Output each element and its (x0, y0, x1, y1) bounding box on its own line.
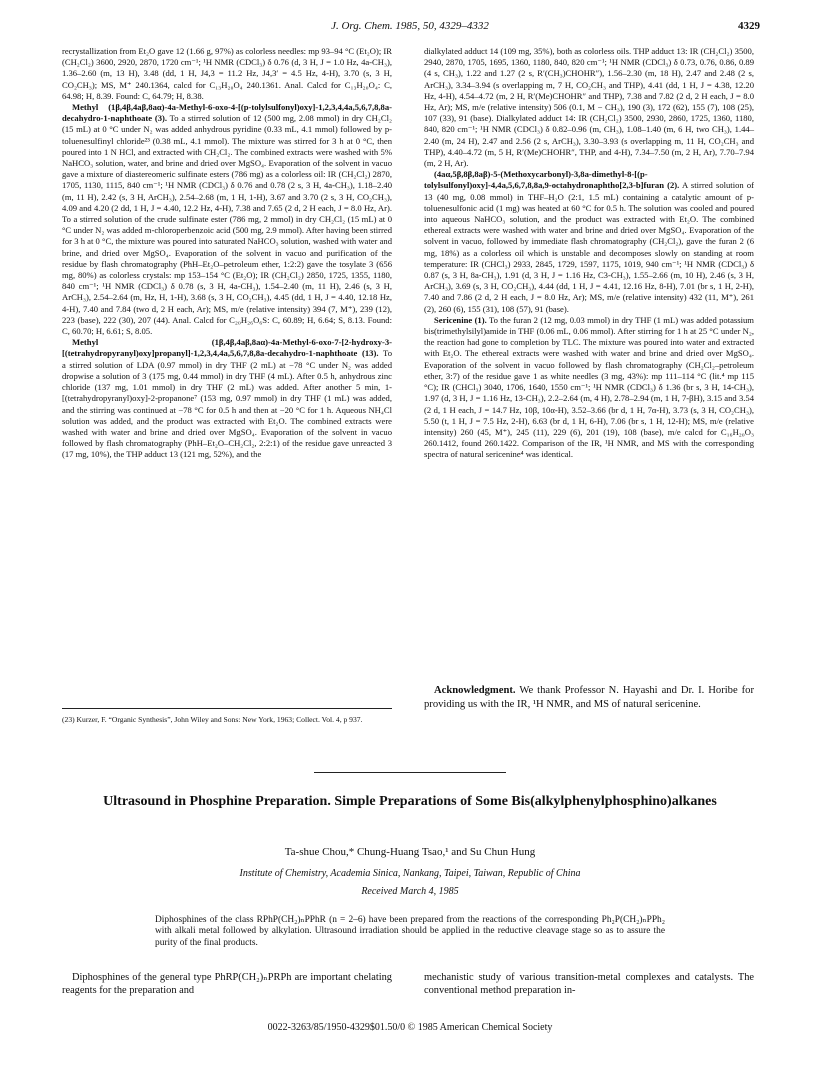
section-heading: Methyl (1β,4β,4aβ,8aα)-4a-Methyl-6-oxo-7-[2-hydroxy-3-[(tetrahydropyranyl)oxy]propanyl]-1,2,3,4,4a,5,6,7,8,8a-decahydro-1-naphthoate (13). (62, 337, 392, 359)
acknowledgment-body: We thank Professor N. Hayashi and Dr. I. Horibe for providing us with the IR, ¹H NMR, and MS of natural sericenine. (424, 685, 754, 710)
copyright-line: 0022-3263/85/1950-4329$01.50/0 © 1985 American Chemical Society (267, 1022, 553, 1033)
section-body: To the furan 2 (12 mg, 0.03 mmol) in dry THF (1 mL) was added potassium bis(trimethylsilyl)amide in THF (0.06 mL, 0.06 mmol). After stirring for 1 h at 25 °C under N₂, the reaction had gone to completion by TLC. The mixture was poured into water and extracted with Et₂O. The ethereal extracts were washed with water and brine and dried over MgSO₄. Evaporation of the solvent in vacuo followed by flash chromatography (CH₂Cl₂–petroleum ether, 3:7) of the residue gave 1 as white needles (3 mg, 43%): mp 111–114 °C (lit.⁴ mp 115 °C); IR (CHCl₃) 3040, 1706, 1640, 1550 cm⁻¹; ¹H NMR (CDCl₃) δ 1.36 (br s, 3 H, 14-CH₃), 1.97 (d, 3 H, J = 1.16 Hz, 13-CH₃), 2.2–2.64 (m, 4 H), 2.78–2.94 (m, 1 H, 7-βH), 3.15 and 3.54 (2 d, 1 H each, J = 14.7 Hz, 10β, 10α-H), 3.52–3.66 (br d, 1 H, 7α-H), 3.73 (s, 3 H, CO₂CH₃), 5.50 (t, 1 H, J = 7.5 Hz, 2-H), 6.63 (br d, 1 H, 6-H), 7.06 (br s, 1 H, 12-H); MS, m/e (relative intensity) 260 (45, M⁺), 245 (11), 229 (6), 201 (19), 108 (base), m/e calcd for C₁₆H₂₀O₃ 260.1412, found 260.1422. Comparison of the IR, ¹H NMR, and MS with the corresponding spectra of natural sericenine⁴ was identical. (424, 314, 754, 460)
experimental-section-furan (424, 169, 754, 315)
experimental-section-thp-adduct (62, 337, 392, 460)
article-divider (314, 772, 506, 773)
paragraph-continuation: recrystallization from Et₂O gave 12 (1.66 g, 97%) as colorless needles: mp 93–94 °C (Et₂O); IR (CH₂Cl₂) 3600, 2920, 2870, 1720 cm⁻¹; ¹H NMR (CDCl₃) δ 0.76 (d, 3 H, J = 1.0 Hz, 4a-CH₃), 1.36–2.60 (m, 13 H), 3.48 (dd, 1 H, J4,3 = 11.2 Hz, J4,3′ = 4.5 Hz, 4-H), 3.70 (s, 3 H, CO₂CH₃); MS, M⁺ 240.1364, calcd for C₁₃H₂₀O₄ 240.1361. Anal. Calcd for C₁₃H₂₀O₄: C, 64.98; H, 8.39. Found: C, 64.79; H, 8.38. (62, 46, 392, 101)
article-title: Ultrasound in Phosphine Preparation. Simple Preparations of Some Bis(alkylphenylphosphino)alkanes (103, 794, 717, 809)
footnote: (23) Kurzer, F. “Organic Synthesis”, John Wiley and Sons: New York, 1963; Collect. Vol. 4, p 937. (62, 708, 392, 725)
section-body: To a stirred solution of LDA (0.97 mmol) in dry THF (2 mL) at −78 °C under N₂ was added dropwise a solution of 3 (175 mg, 0.44 mmol) in dry THF (4 mL). After 0.5 h, anhydrous zinc chloride (137 mg, 1.01 mmol) in dry THF (2 mL) was added. After another 5 min, 1-[(tetrahydropyranyl)oxy]-2-propanone⁷ (153 mg, 0.97 mmol) in dry THF (1 mL) was added, and the stirring was continued at −78 °C for 0.5 h and then at −20 °C for 1 h. Aqueous NH₄Cl solution was added, and the product was extracted with Et₂O. The combined extracts were washed with water and brine and dried over MgSO₄. Evaporation of the solvent in vacuo followed by flash chromatography (PhH–Et₂O–CH₂Cl₂, 2:2:1) of the residue gave unreacted 3 (17 mg, 10%), the THP adduct 13 (121 mg, 52%), and the (62, 348, 392, 460)
section-heading: Methyl (1β,4β,4aβ,8aα)-4a-Methyl-6-oxo-4-[(p-tolylsulfonyl)oxy]-1,2,3,4,4a,5,6,7,8,8a-decahydro-1-naphthoate (3). (62, 102, 392, 124)
acknowledgment (424, 684, 754, 711)
experimental-section-sericenine (424, 315, 754, 461)
article-abstract: Diphosphines of the class RPhP(CH₂)ₙPPhR (n = 2–6) have been prepared from the reactions of the corresponding Ph₂P(CH₂)ₙPPh₂ with alkali metal followed by alkylation. Ultrasound irradiation should be applied in the reductive cleavage stage so as to assure the purity of the final products. (155, 915, 665, 948)
section-body: To a stirred solution of 12 (500 mg, 2.08 mmol) in dry CH₂Cl₂ (15 mL) at 0 °C under N₂ was added anhydrous pyridine (0.33 mL, 4.1 mmol) followed by p-toluenesulfinyl chloride²³ (0.38 mL, 4.1 mmol). The mixture was stirred for 3 h at 0 °C, then poured into 1 N HCl, and extracted with CH₂Cl₂. The combined extracts were washed with 5% NaHCO₃ solution, water, and brine and dried over MgSO₄. Evaporation of the solvent in vacuo gave a mixture of diastereomeric sulfinate esters (786 mg) as a colorless oil: IR (CH₂Cl₂) 2870, 1705, 1130, 1115, 840 cm⁻¹; ¹H NMR (CDCl₃) δ 0.76 and 0.78 (2 s, 3 H, 4a-CH₃), 1.18–2.40 (m, 11 H), 2.42 (s, 3 H, ArCH₃), 2.54–2.68 (m, 1 H, 1-H), 3.67 and 3.70 (2 s, 3 H, CO₂CH₃), 4.09 and 4.20 (2 dd, 1 H, J = 4.40, 12.2 Hz, 4-H), 7.38 and 7.65 (2 d, 2 H each, J = 8.0 Hz, Ar). To a stirred solution of the crude sulfinate ester (786 mg, 2 mmol) in dry CH₂Cl₂ (15 mL) at 0 °C under N₂ was added m-chloroperbenzoic acid (500 mg, 2.9 mmol). After having been stirred for 3 h at 0 °C, the mixture was poured into saturated NaHCO₃ solution, washed with water and brine, and dried over MgSO₄. Evaporation of the solvent in vacuo and purification of the residue by flash chromatography (PhH–Et₂O–petroleum ether, 1:2:2) gave the tosylate 3 (656 mg, 80%) as colorless crystals: mp 153–154 °C (Et₂O); IR (CH₂Cl₂) 2850, 1725, 1355, 1180, 840 cm⁻¹; ¹H NMR (CDCl₃) δ 0.78 (s, 3 H, 4a-CH₃), 1.54–2.40 (m, 11 H), 2.46 (s, 3 H, ArCH₃), 2.54–2.64 (m, Hz, H, 1-H), 3.68 (s, 3 H, CO₂CH₃), 4.45 (dd, 1 H, J = 4.40, 12.18 Hz, 4-H), 7.40 and 7.84 (two d, 2 H each, Ar); MS, m/e (relative intensity) 394 (7, M⁺), 239 (12), 223 (base), 222 (30), 207 (44). Anal. Calcd for C₂₀H₂₆O₆S: C, 60.89; H, 6.64; S, 8.13. Found: C, 60.70; H, 6.61; S, 8.05. (62, 113, 392, 337)
journal-citation: J. Org. Chem. 1985, 50, 4329–4332 (331, 20, 489, 32)
acknowledgment-heading: Acknowledgment. (434, 685, 516, 696)
article-authors: Ta-shue Chou,* Chung-Huang Tsao,¹ and Su Chun Hung (284, 846, 536, 858)
experimental-section-tosylate (62, 102, 392, 337)
article-received-date: Received March 4, 1985 (361, 886, 459, 897)
intro-right-column: mechanistic study of various transition-metal complexes and catalysts. The conventional method preparation in- (424, 972, 754, 996)
section-heading: (4aα,5β,8β,8aβ)-5-(Methoxycarbonyl)-3,8a-dimethyl-8-[(p-tolylsulfonyl)oxy]-4,4a,5,6,7,8,8a,9-octahydronaphtho[2,3-b]furan (2). (424, 169, 680, 191)
article-affiliation: Institute of Chemistry, Academia Sinica, Nankang, Taipei, Taiwan, Republic of China (239, 868, 581, 879)
section-heading: Sericenine (1). (434, 314, 487, 325)
paragraph-continuation: dialkylated adduct 14 (109 mg, 35%), both as colorless oils. THP adduct 13: IR (CH₂Cl₂) 3500, 2940, 2870, 1705, 1695, 1360, 1180, 840, 820 cm⁻¹; ¹H NMR (CDCl₃) δ 0.73, 0.76, 0.86, 0.89 (4 s, CH₃), 1.22 and 1.27 (2 s, R′(CH₃)CHOHR″), 1.56–2.30 (m, 18 H), 2.47 and 2.48 (2 s, ArCH₃), 3.34–3.94 (s overlapping m, 7 H, CO₂CH₃ and THP), 4.41 (dd, 1 H, J = 4.38, 12.20 Hz, 4-H), 4.54–4.72 (m, 2 H, R′(Me)CHOHR″ and THP), 7.38 and 7.82 (2 d, 2 H each, J = 8.0 Hz, Ar); MS, m/e (relative intensity) 506 (0.1, M − CH₃), 190 (3), 172 (62), 155 (7), 108 (25), 107 (33), 91 (base). Dialkylated adduct 14: IR (CH₂Cl₂) 3500, 2930, 2860, 1725, 1360, 1180, 840, 820 cm⁻¹; ¹H NMR (CDCl₃) δ 0.82–0.96 (m, CH₃), 1.08–1.40 (m, 6 H, two CH₃), 1.44–2.40 (m, 24 H), 2.47 and 2.56 (2 s, ArCH₃), 3.30–3.93 (s overlapping m, 11 H, CO₂CH₃ and THP), 4.40–4.72 (m, 5 H, R′(Me)CHOHR″, THP, and 4-H), 7.34–7.50 (m, 2 H, Ar), 7.70–7.94 (m, 2 H, Ar). (424, 46, 754, 169)
running-header (60, 20, 760, 36)
left-column (62, 46, 392, 461)
page-number: 4329 (738, 20, 760, 32)
section-body: A stirred solution of 13 (40 mg, 0.08 mmol) in THF–H₂O (2:1, 1.5 mL) containing a catalytic amount of p-toluenesulfonic acid (1 mg) was heated at 60 °C for 0.5 h. The solution was cooled and poured into aqueous NaHCO₃ solution, and the product was extracted with Et₂O. The combined ethereal extracts were washed with water and brine and dried over MgSO₄. Evaporation of the solvent in vacuo, followed by immediate flash chromatography (CH₂Cl₂), gave the furan 2 (6 mg, 18%) as a colorless oil which is unstable and decomposes slowly on standing at room temperature: IR (CHCl₃) 2933, 2845, 1729, 1597, 1175, 1019, 940 cm⁻¹; ¹H NMR (CDCl₃) δ 0.87 (s, 3 H, 8a-CH₃), 1.91 (d, 3 H, J = 1.16 Hz, C3-CH₃), 1.55–2.66 (m, 10 H), 2.46 (s, 3 H, ArCH₃), 3.69 (s, 3 H, CO₂CH₃), 4.44 (dd, 1 H, J = 4.41, 12.16 Hz, 8-H), 7.01 (br s, 1 H, 2-H), 7.40 and 7.86 (2 d, 2 H each, J = 8.0 Hz, Ar); MS, m/e (relative intensity) 432 (11, M⁺), 261 (2), 260 (6), 155 (31), 108 (57), 91 (base). (424, 180, 754, 314)
intro-left-column: Diphosphines of the general type PhRP(CH₂)ₙPRPh are important chelating reagents for the preparation and (62, 972, 392, 996)
right-column (424, 46, 754, 461)
